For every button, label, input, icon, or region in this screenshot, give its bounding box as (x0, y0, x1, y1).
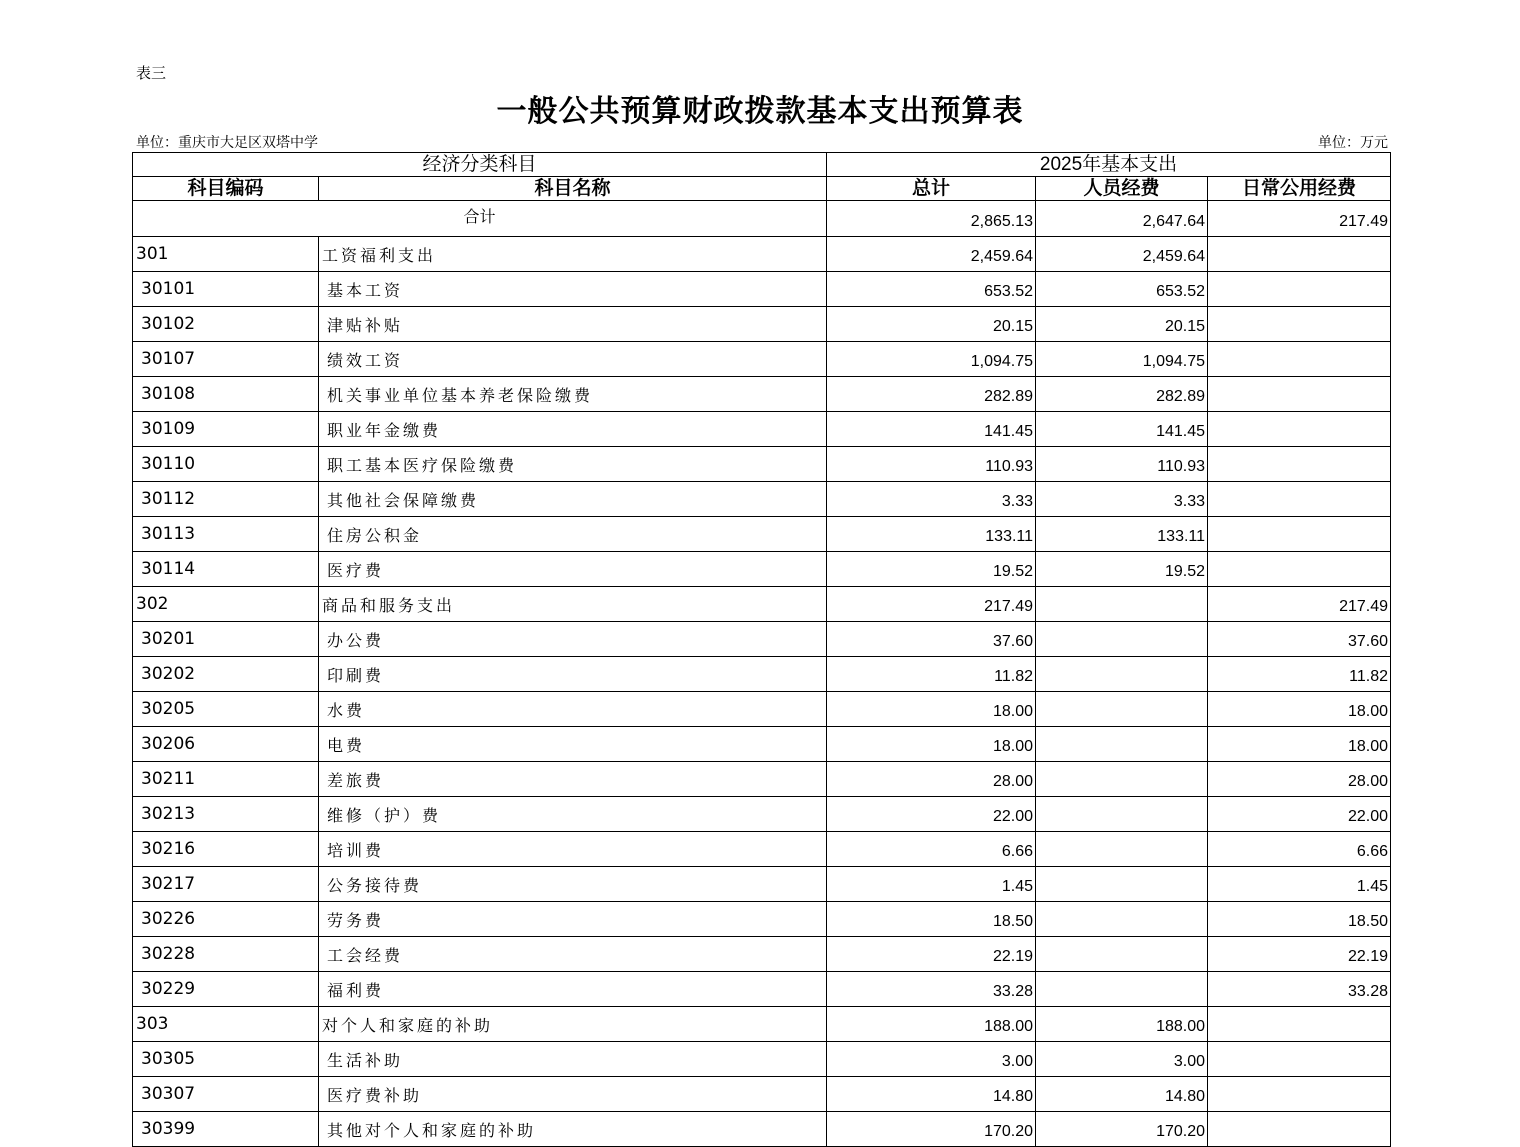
row-code: 303 (133, 1007, 319, 1042)
row-personnel: 170.20 (1036, 1112, 1208, 1147)
table-row (133, 482, 1391, 517)
row-personnel (1036, 622, 1208, 657)
row-code: 30216 (133, 832, 319, 867)
row-personnel (1036, 587, 1208, 622)
row-code: 30211 (133, 762, 319, 797)
row-name: 对个人和家庭的补助 (319, 1007, 827, 1042)
row-code: 30112 (133, 482, 319, 517)
row-code: 30101 (133, 272, 319, 307)
row-code: 30229 (133, 972, 319, 1007)
group-header-economic-category: 经济分类科目 (133, 153, 827, 177)
row-personnel (1036, 867, 1208, 902)
row-total: 2,459.64 (827, 237, 1036, 272)
column-header-name: 科目名称 (319, 177, 827, 201)
row-personnel: 110.93 (1036, 447, 1208, 482)
row-code: 30202 (133, 657, 319, 692)
row-public: 22.00 (1208, 797, 1391, 832)
row-public (1208, 272, 1391, 307)
row-public: 1.45 (1208, 867, 1391, 902)
table-row (133, 272, 1391, 307)
table-row (133, 902, 1391, 937)
row-public: 11.82 (1208, 657, 1391, 692)
row-name: 职工基本医疗保险缴费 (319, 447, 827, 482)
row-code: 30108 (133, 377, 319, 412)
total-row (133, 201, 1391, 237)
table-row (133, 797, 1391, 832)
table-row (133, 412, 1391, 447)
row-name: 水费 (319, 692, 827, 727)
row-public: 22.19 (1208, 937, 1391, 972)
page-title: 一般公共预算财政拨款基本支出预算表 (496, 94, 1024, 129)
row-total: 133.11 (827, 517, 1036, 552)
row-code: 30228 (133, 937, 319, 972)
row-code: 30305 (133, 1042, 319, 1077)
row-public: 37.60 (1208, 622, 1391, 657)
column-header-public: 日常公用经费 (1208, 177, 1391, 201)
row-total: 11.82 (827, 657, 1036, 692)
row-public (1208, 412, 1391, 447)
row-public (1208, 377, 1391, 412)
row-total: 18.00 (827, 692, 1036, 727)
row-name: 机关事业单位基本养老保险缴费 (319, 377, 827, 412)
table-row (133, 587, 1391, 622)
row-total: 33.28 (827, 972, 1036, 1007)
group-header-row (133, 153, 1391, 177)
row-total: 18.50 (827, 902, 1036, 937)
row-personnel: 653.52 (1036, 272, 1208, 307)
row-total: 170.20 (827, 1112, 1036, 1147)
row-total: 1.45 (827, 867, 1036, 902)
row-public: 6.66 (1208, 832, 1391, 867)
table-row (133, 832, 1391, 867)
row-personnel (1036, 937, 1208, 972)
row-name: 津贴补贴 (319, 307, 827, 342)
row-personnel: 3.00 (1036, 1042, 1208, 1077)
table-row (133, 517, 1391, 552)
row-public: 18.00 (1208, 692, 1391, 727)
row-personnel (1036, 692, 1208, 727)
row-name: 办公费 (319, 622, 827, 657)
table-row (133, 1112, 1391, 1147)
column-header-code: 科目编码 (133, 177, 319, 201)
row-total: 282.89 (827, 377, 1036, 412)
table-row (133, 692, 1391, 727)
table-row (133, 762, 1391, 797)
table-label: 表三 (136, 64, 167, 82)
column-header-total: 总计 (827, 177, 1036, 201)
row-name: 医疗费 (319, 552, 827, 587)
row-personnel (1036, 797, 1208, 832)
row-public: 33.28 (1208, 972, 1391, 1007)
row-name: 住房公积金 (319, 517, 827, 552)
row-public (1208, 447, 1391, 482)
total-label: 合计 (133, 201, 827, 237)
row-name: 工会经费 (319, 937, 827, 972)
row-personnel: 133.11 (1036, 517, 1208, 552)
row-total: 3.00 (827, 1042, 1036, 1077)
row-personnel: 282.89 (1036, 377, 1208, 412)
row-total: 22.19 (827, 937, 1036, 972)
row-public (1208, 1112, 1391, 1147)
row-code: 30107 (133, 342, 319, 377)
table-row (133, 972, 1391, 1007)
row-personnel: 20.15 (1036, 307, 1208, 342)
row-public: 217.49 (1208, 587, 1391, 622)
unit-organization: 单位：重庆市大足区双塔中学 (136, 135, 318, 151)
table-row (133, 1007, 1391, 1042)
table-row (133, 447, 1391, 482)
table-row (133, 552, 1391, 587)
row-personnel: 1,094.75 (1036, 342, 1208, 377)
row-code: 30201 (133, 622, 319, 657)
row-public (1208, 307, 1391, 342)
table-row (133, 867, 1391, 902)
row-name: 福利费 (319, 972, 827, 1007)
row-total: 110.93 (827, 447, 1036, 482)
table-row (133, 1077, 1391, 1112)
budget-table (132, 152, 1391, 1147)
row-total: 18.00 (827, 727, 1036, 762)
row-code: 30102 (133, 307, 319, 342)
row-personnel (1036, 902, 1208, 937)
row-name: 培训费 (319, 832, 827, 867)
row-name: 绩效工资 (319, 342, 827, 377)
row-code: 30114 (133, 552, 319, 587)
column-header-row (133, 177, 1391, 201)
row-personnel (1036, 727, 1208, 762)
row-public: 28.00 (1208, 762, 1391, 797)
row-code: 30113 (133, 517, 319, 552)
row-name: 生活补助 (319, 1042, 827, 1077)
row-name: 基本工资 (319, 272, 827, 307)
row-code: 30307 (133, 1077, 319, 1112)
row-public: 18.00 (1208, 727, 1391, 762)
row-public (1208, 1042, 1391, 1077)
row-public (1208, 1007, 1391, 1042)
row-total: 20.15 (827, 307, 1036, 342)
row-name: 电费 (319, 727, 827, 762)
row-personnel: 3.33 (1036, 482, 1208, 517)
row-name: 维修（护）费 (319, 797, 827, 832)
row-personnel (1036, 972, 1208, 1007)
row-name: 商品和服务支出 (319, 587, 827, 622)
row-total: 28.00 (827, 762, 1036, 797)
row-public (1208, 482, 1391, 517)
row-code: 30217 (133, 867, 319, 902)
row-code: 30205 (133, 692, 319, 727)
row-name: 劳务费 (319, 902, 827, 937)
table-row (133, 937, 1391, 972)
row-code: 302 (133, 587, 319, 622)
row-name: 差旅费 (319, 762, 827, 797)
unit-currency: 单位：万元 (1318, 135, 1388, 151)
row-public (1208, 1077, 1391, 1112)
row-total: 141.45 (827, 412, 1036, 447)
table-row (133, 342, 1391, 377)
row-name: 印刷费 (319, 657, 827, 692)
row-name: 工资福利支出 (319, 237, 827, 272)
table-row (133, 377, 1391, 412)
row-personnel (1036, 657, 1208, 692)
row-total: 1,094.75 (827, 342, 1036, 377)
row-total: 37.60 (827, 622, 1036, 657)
row-total: 19.52 (827, 552, 1036, 587)
row-name: 职业年金缴费 (319, 412, 827, 447)
total-cell-personnel: 2,647.64 (1036, 201, 1208, 237)
row-total: 653.52 (827, 272, 1036, 307)
row-personnel (1036, 832, 1208, 867)
row-personnel: 188.00 (1036, 1007, 1208, 1042)
row-code: 301 (133, 237, 319, 272)
row-name: 其他社会保障缴费 (319, 482, 827, 517)
row-total: 217.49 (827, 587, 1036, 622)
row-code: 30109 (133, 412, 319, 447)
table-row (133, 622, 1391, 657)
row-code: 30226 (133, 902, 319, 937)
row-total: 22.00 (827, 797, 1036, 832)
column-header-personnel: 人员经费 (1036, 177, 1208, 201)
row-personnel: 19.52 (1036, 552, 1208, 587)
row-code: 30399 (133, 1112, 319, 1147)
row-code: 30206 (133, 727, 319, 762)
table-row (133, 657, 1391, 692)
row-public (1208, 237, 1391, 272)
row-public (1208, 552, 1391, 587)
row-total: 6.66 (827, 832, 1036, 867)
row-name: 公务接待费 (319, 867, 827, 902)
row-public (1208, 517, 1391, 552)
row-total: 3.33 (827, 482, 1036, 517)
table-row (133, 1042, 1391, 1077)
total-cell-public: 217.49 (1208, 201, 1391, 237)
row-total: 188.00 (827, 1007, 1036, 1042)
row-name: 医疗费补助 (319, 1077, 827, 1112)
row-public (1208, 342, 1391, 377)
row-code: 30110 (133, 447, 319, 482)
row-personnel: 14.80 (1036, 1077, 1208, 1112)
row-name: 其他对个人和家庭的补助 (319, 1112, 827, 1147)
row-personnel: 2,459.64 (1036, 237, 1208, 272)
table-row (133, 307, 1391, 342)
row-code: 30213 (133, 797, 319, 832)
row-total: 14.80 (827, 1077, 1036, 1112)
row-public: 18.50 (1208, 902, 1391, 937)
row-personnel (1036, 762, 1208, 797)
table-row (133, 727, 1391, 762)
row-personnel: 141.45 (1036, 412, 1208, 447)
table-row (133, 237, 1391, 272)
total-cell-total: 2,865.13 (827, 201, 1036, 237)
group-header-basic-expenditure: 2025年基本支出 (827, 153, 1391, 177)
